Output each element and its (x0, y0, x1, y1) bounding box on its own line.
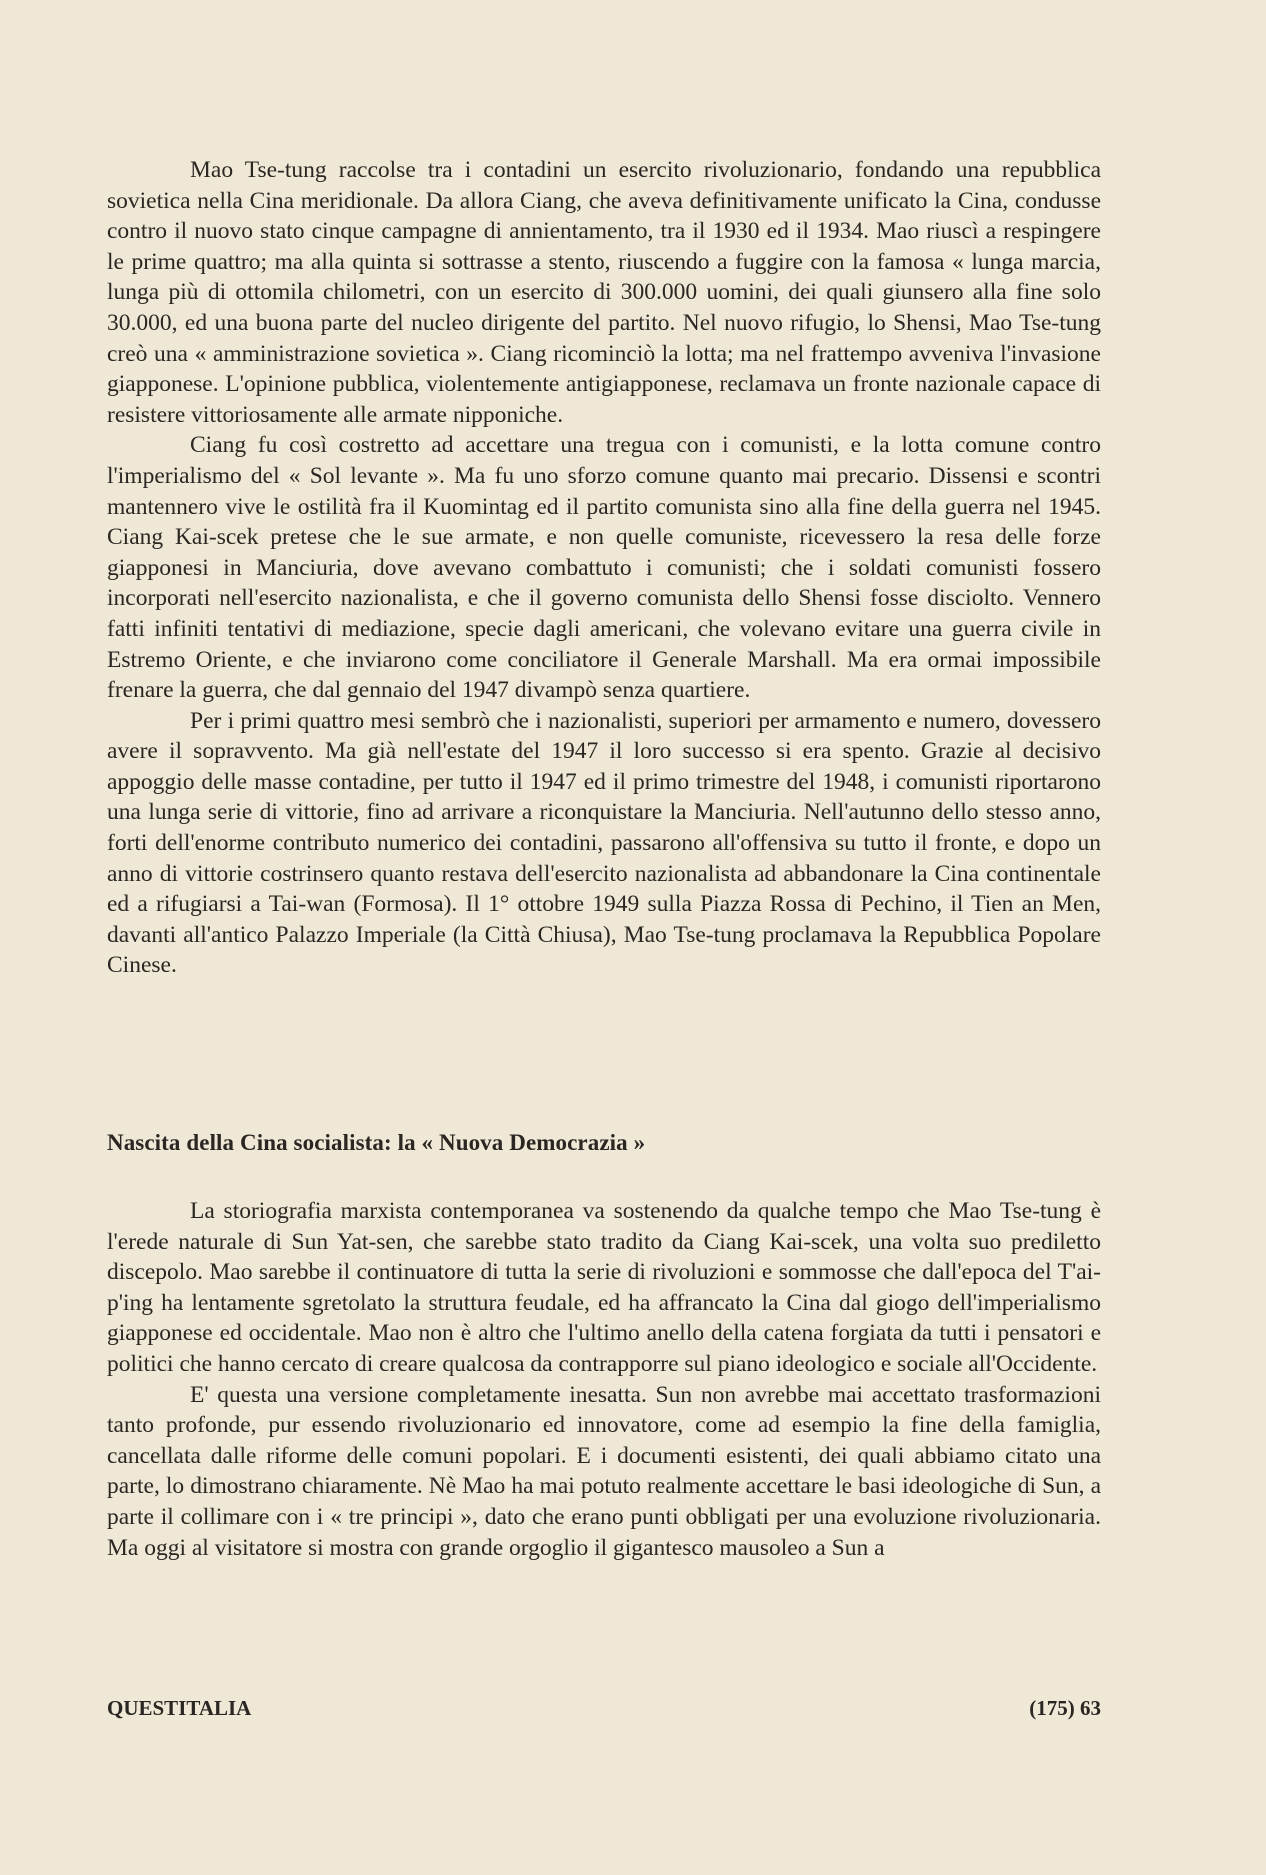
text-block-after-heading (107, 1196, 1101, 1563)
journal-name: QUESTITALIA (107, 1696, 252, 1720)
paragraph: La storiografia marxista contemporanea va sostenendo da qualche tempo che Mao Tse-tung è l'erede naturale di Sun Yat-sen, che sarebbe stato tradito da Ciang Kai-scek, una volta suo prediletto discepolo. Mao sarebbe il continuatore di tutta la serie di rivoluzioni e sommosse che dall'epoca del T'ai-p'ing ha lentamente sgretolato la struttura feudale, ed ha affrancato la Cina dal giogo dell'imperialismo giapponese ed occidentale. Mao non è altro che l'ultimo anello della catena forgiata da tutti i pensatori e politici che hanno cercato di creare qualcosa da contrapporre sul piano ideologico e sociale all'Occidente. (107, 1198, 1101, 1377)
section-heading: Nascita della Cina socialista: la « Nuova Democrazia » (107, 1130, 646, 1155)
paragraph: E' questa una versione completamente inesatta. Sun non avrebbe mai accettato trasformazioni tanto profonde, pur essendo rivoluzionario ed innovatore, come ad esempio la fine della famiglia, cancellata dalle riforme delle comuni popolari. E i documenti esistenti, dei quali abbiamo citato una parte, lo dimostrano chiaramente. Nè Mao ha mai potuto realmente accettare le basi ideologiche di Sun, a parte il collimare con i « tre principi », dato che erano punti obbligati per una evoluzione rivoluzionaria. Ma oggi al visitatore si mostra con grande orgoglio il gigantesco mausoleo a Sun a (107, 1381, 1101, 1561)
paragraph: Ciang fu così costretto ad accettare una tregua con i comunisti, e la lotta comune contro l'imperialismo del « Sol levante ». Ma fu uno sforzo comune quanto mai precario. Dissensi e scontri mantennero vive le ostilità fra il Kuomintag ed il partito comunista sino alla fine della guerra nel 1945. Ciang Kai-scek pretese che le sue armate, e non quelle comuniste, ricevessero la resa delle forze giapponesi in Manciuria, dove avevano combattuto i comunisti; che i soldati comunisti fossero incorporati nell'esercito nazionalista, e che il governo comunista dello Shensi fosse disciolto. Vennero fatti infiniti tentativi di mediazione, specie dagli americani, che volevano evitare una guerra civile in Estremo Oriente, e che inviarono come conciliatore il Generale Marshall. Ma era ormai impossibile frenare la guerra, che dal gennaio del 1947 divampò senza quartiere. (107, 432, 1101, 704)
page-footer (107, 1696, 1101, 1721)
paragraph: Per i primi quattro mesi sembrò che i nazionalisti, superiori per armamento e numero, dovessero avere il sopravvento. Ma già nell'estate del 1947 il loro successo si era spento. Grazie al decisivo appoggio delle masse contadine, per tutto il 1947 ed il primo trimestre del 1948, i comunisti riportarono una lunga serie di vittorie, fino ad arrivare a riconquistare la Manciuria. Nell'autunno dello stesso anno, forti dell'enorme contributo numerico dei contadini, passarono all'offensiva su tutto il fronte, e dopo un anno di vittorie costrinsero quanto restava dell'esercito nazionalista ad abbandonare la Cina continentale ed a rifugiarsi a Tai-wan (Formosa). Il 1° ottobre 1949 sulla Piazza Rossa di Pechino, il Tien an Men, davanti all'antico Palazzo Imperiale (la Città Chiusa), Mao Tse-tung proclamava la Repubblica Popolare Cinese. (107, 707, 1101, 979)
page-number: (175) 63 (1029, 1696, 1101, 1720)
paragraph: Mao Tse-tung raccolse tra i contadini un esercito rivoluzionario, fondando una repubblica sovietica nella Cina meridionale. Da allora Ciang, che aveva definitivamente unificato la Cina, condusse contro il nuovo stato cinque campagne di annientamento, tra il 1930 ed il 1934. Mao riuscì a respingere le prime quattro; ma alla quinta si sottrasse a stento, riuscendo a fuggire con la famosa « lunga marcia, lunga più di ottomila chilometri, con un esercito di 300.000 uomini, dei quali giunsero alla fine solo 30.000, ed una buona parte del nucleo dirigente del partito. Nel nuovo rifugio, lo Shensi, Mao Tse-tung creò una « amministrazione sovietica ». Ciang ricominciò la lotta; ma nel frattempo avveniva l'invasione giapponese. L'opinione pubblica, violentemente antigiapponese, reclamava un fronte nazionale capace di resistere vittoriosamente alle armate nipponiche. (107, 157, 1101, 428)
text-block-before-heading (107, 155, 1101, 981)
